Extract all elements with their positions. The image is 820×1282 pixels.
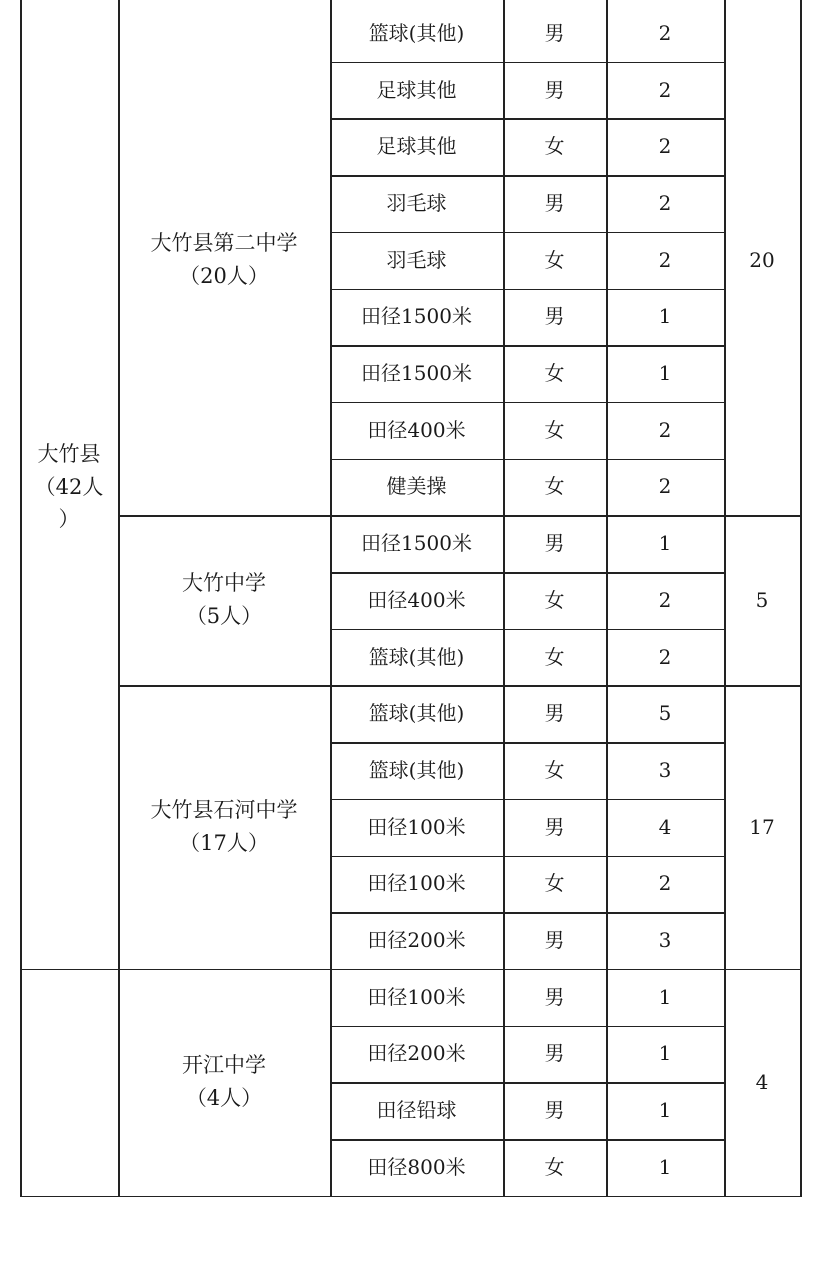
school-total: 20: [749, 247, 775, 272]
school-count: （5人）: [185, 604, 263, 629]
school-count: （20人）: [179, 264, 269, 289]
event-cell: [330, 402, 503, 459]
school-total: 4: [755, 1069, 769, 1094]
gender-value: 男: [544, 304, 565, 329]
quota-cell: [606, 232, 724, 289]
bottom-border: [118, 1196, 802, 1198]
gender-cell: [503, 856, 606, 913]
event-name: 足球其他: [376, 134, 457, 159]
gender-value: 男: [544, 1098, 565, 1123]
quota-value: 1: [658, 1154, 672, 1179]
event-cell: [330, 289, 503, 346]
quota-value: 3: [658, 757, 672, 782]
total-cell: [724, 969, 800, 1282]
event-cell: [330, 969, 503, 1026]
quota-cell: [606, 1082, 724, 1139]
quota-value: 1: [658, 304, 672, 329]
gender-cell: [503, 912, 606, 969]
event-cell: [330, 62, 503, 119]
county-cell: [20, 5, 118, 969]
event-name: 篮球(其他): [368, 644, 465, 669]
gender-cell: [503, 1082, 606, 1139]
gender-value: 女: [544, 417, 565, 442]
column-border: [606, 0, 608, 1196]
event-name: 田径100米: [367, 984, 466, 1009]
quota-value: 2: [658, 644, 672, 669]
event-name: 田径400米: [367, 587, 466, 612]
quota-value: 2: [658, 134, 672, 159]
county-count: （42人: [34, 474, 104, 499]
school-cell: [118, 969, 330, 1282]
event-name: 篮球(其他): [368, 701, 465, 726]
event-cell: [330, 572, 503, 629]
gender-value: 女: [544, 1154, 565, 1179]
quota-value: 2: [658, 587, 672, 612]
quota-cell: [606, 629, 724, 686]
county-divider: [20, 1196, 118, 1198]
school-total: 5: [755, 587, 769, 612]
quota-value: 2: [658, 474, 672, 499]
school-name: 开江中学: [182, 1052, 266, 1077]
event-cell: [330, 629, 503, 686]
quota-cell: [606, 912, 724, 969]
event-cell: [330, 345, 503, 402]
gender-cell: [503, 515, 606, 572]
gender-cell: [503, 685, 606, 742]
quota-cell: [606, 969, 724, 1026]
event-cell: [330, 1082, 503, 1139]
quota-cell: [606, 459, 724, 516]
event-name: 健美操: [386, 474, 447, 499]
event-cell: [330, 515, 503, 572]
gender-cell: [503, 62, 606, 119]
quota-cell: [606, 742, 724, 799]
quota-value: 1: [658, 984, 672, 1009]
gender-value: 男: [544, 531, 565, 556]
event-name: 田径1500米: [361, 361, 472, 386]
gender-cell: [503, 572, 606, 629]
gender-cell: [503, 289, 606, 346]
quota-cell: [606, 118, 724, 175]
quota-value: 1: [658, 531, 672, 556]
quota-cell: [606, 289, 724, 346]
event-cell: [330, 175, 503, 232]
quota-value: 4: [658, 814, 672, 839]
gender-cell: [503, 175, 606, 232]
event-cell: [330, 459, 503, 516]
gender-cell: [503, 1026, 606, 1083]
event-name: 田径100米: [367, 814, 466, 839]
quota-cell: [606, 515, 724, 572]
column-border: [800, 0, 802, 1196]
gender-cell: [503, 232, 606, 289]
quota-value: 1: [658, 1098, 672, 1123]
gender-value: 男: [544, 984, 565, 1009]
school-count: （4人）: [185, 1086, 263, 1111]
gender-value: 女: [544, 474, 565, 499]
event-name: 田径800米: [367, 1154, 466, 1179]
gender-value: 女: [544, 871, 565, 896]
gender-cell: [503, 5, 606, 62]
event-name: 田径铅球: [376, 1098, 457, 1123]
quota-cell: [606, 856, 724, 913]
gender-value: 男: [544, 814, 565, 839]
gender-value: 女: [544, 361, 565, 386]
event-cell: [330, 232, 503, 289]
gender-cell: [503, 742, 606, 799]
event-cell: [330, 1139, 503, 1196]
event-name: 田径1500米: [361, 531, 472, 556]
event-cell: [330, 912, 503, 969]
event-cell: [330, 742, 503, 799]
event-name: 田径200米: [367, 928, 466, 953]
event-name: 羽毛球: [386, 190, 447, 215]
event-name: 田径1500米: [361, 304, 472, 329]
quota-cell: [606, 799, 724, 856]
gender-value: 男: [544, 190, 565, 215]
column-border: [118, 0, 120, 1196]
column-border: [503, 0, 505, 1196]
quota-cell: [606, 345, 724, 402]
gender-cell: [503, 118, 606, 175]
gender-value: 女: [544, 587, 565, 612]
event-name: 羽毛球: [386, 247, 447, 272]
school-name: 大竹中学: [182, 570, 266, 595]
quota-value: 1: [658, 361, 672, 386]
quota-cell: [606, 1139, 724, 1196]
quota-cell: [606, 5, 724, 62]
gender-value: 男: [544, 701, 565, 726]
quota-value: 2: [658, 871, 672, 896]
quota-cell: [606, 572, 724, 629]
event-name: 田径200米: [367, 1041, 466, 1066]
school-name: 大竹县石河中学: [150, 797, 298, 822]
quota-cell: [606, 1026, 724, 1083]
gender-cell: [503, 459, 606, 516]
school-name: 大竹县第二中学: [150, 230, 298, 255]
event-name: 足球其他: [376, 77, 457, 102]
school-count: （17人）: [179, 831, 269, 856]
event-cell: [330, 799, 503, 856]
gender-value: 男: [544, 928, 565, 953]
gender-value: 女: [544, 247, 565, 272]
gender-cell: [503, 402, 606, 459]
event-name: 田径100米: [367, 871, 466, 896]
gender-value: 女: [544, 644, 565, 669]
gender-value: 女: [544, 757, 565, 782]
event-name: 篮球(其他): [368, 757, 465, 782]
quota-value: 2: [658, 77, 672, 102]
column-border: [724, 0, 726, 1196]
quota-cell: [606, 175, 724, 232]
quota-value: 2: [658, 247, 672, 272]
event-cell: [330, 5, 503, 62]
quota-value: 3: [658, 928, 672, 953]
event-cell: [330, 856, 503, 913]
gender-value: 男: [544, 77, 565, 102]
county-cell: [20, 969, 118, 1196]
quota-value: 5: [658, 701, 672, 726]
gender-cell: [503, 1139, 606, 1196]
quota-value: 2: [658, 20, 672, 45]
quota-cell: [606, 62, 724, 119]
school-total: 17: [749, 814, 775, 839]
county-name: 大竹县: [37, 442, 101, 467]
event-cell: [330, 685, 503, 742]
gender-cell: [503, 629, 606, 686]
event-cell: [330, 1026, 503, 1083]
event-cell: [330, 118, 503, 175]
gender-cell: [503, 345, 606, 402]
gender-value: 女: [544, 134, 565, 159]
quota-cell: [606, 402, 724, 459]
county-count-tail: ）: [58, 507, 80, 532]
gender-cell: [503, 799, 606, 856]
quota-value: 2: [658, 190, 672, 215]
column-border: [330, 0, 332, 1196]
gender-value: 男: [544, 20, 565, 45]
quota-cell: [606, 685, 724, 742]
quota-value: 1: [658, 1041, 672, 1066]
column-border: [20, 0, 22, 1196]
event-name: 田径400米: [367, 417, 466, 442]
gender-cell: [503, 969, 606, 1026]
event-name: 篮球(其他): [368, 20, 465, 45]
quota-value: 2: [658, 417, 672, 442]
gender-value: 男: [544, 1041, 565, 1066]
